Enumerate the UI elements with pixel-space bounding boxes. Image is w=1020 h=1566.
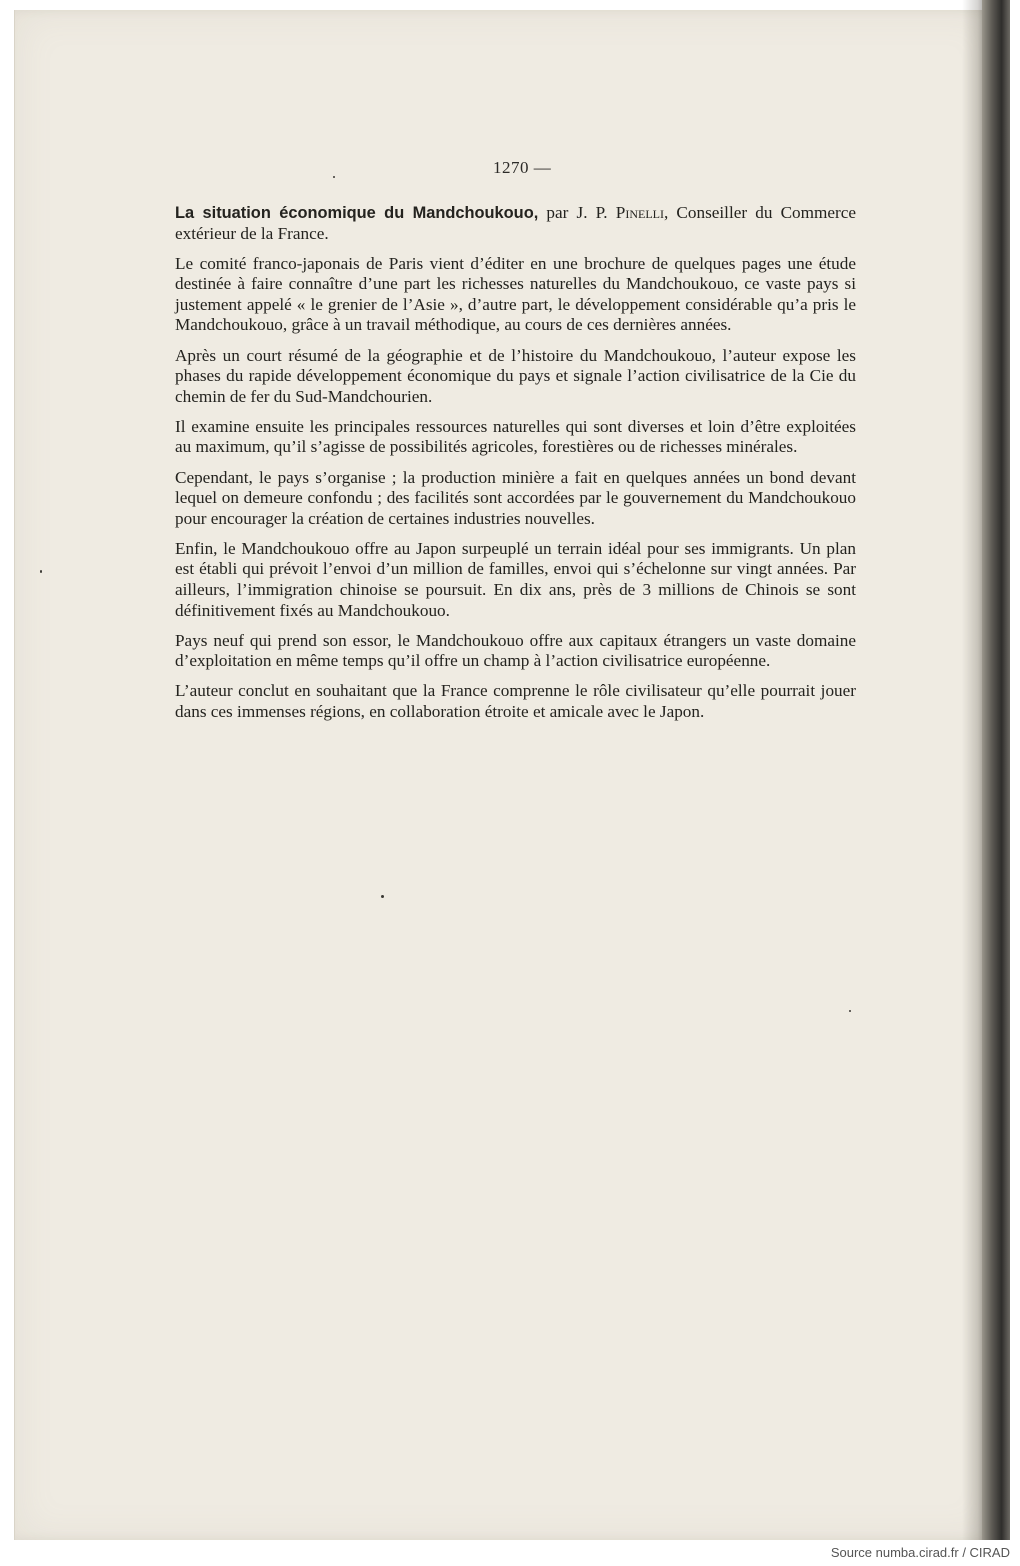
article-headline <box>175 203 856 244</box>
paragraph-1: Le comité franco-japonais de Paris vient d’éditer en une brochure de quelques pages une étude destinée à faire connaître d’une part les richesses naturelles du Mandchoukouo, ce vaste pays si justement appelé « le grenier de l’Asie », d’autre part, le développement considérable qu’a pris le Mandchoukouo, grâce à un travail méthodique, au cours de ces dernières années. <box>175 253 856 335</box>
page-number: 1270 — <box>493 158 552 177</box>
article-author: Pinelli <box>615 203 664 222</box>
article-title: La situation économique du Mandchoukouo, <box>175 204 539 222</box>
paragraph-2: Après un court résumé de la géographie et de l’histoire du Mandchoukouo, l’auteur expose les phases du rapide développement économique du pays et signale l’action civilisatrice de la Cie du chemin de fer du Sud-Mandchourien. <box>175 345 856 406</box>
book-binding-edge <box>982 0 1010 1540</box>
paper-speck <box>333 176 335 178</box>
paragraph-6: Pays neuf qui prend son essor, le Mandchoukouo offre aux capitaux étrangers un vaste domaine d’exploitation en même temps qu’il offre un champ à l’action civilisatrice européenne. <box>175 630 856 671</box>
paper-speck <box>381 895 384 898</box>
paragraph-4: Cependant, le pays s’organise ; la production minière a fait en quelques années un bond devant lequel on demeure confondu ; des facilités sont accordées par le gouvernement du Mandchoukouo pour encourager la création de certaines industries nouvelles. <box>175 467 856 528</box>
byline-prefix: par J. P. <box>538 203 616 222</box>
paper-speck <box>40 570 42 573</box>
paragraph-7: L’auteur conclut en souhaitant que la France comprenne le rôle civilisateur qu’elle pourrait jouer dans ces immenses régions, en collaboration étroite et amicale avec le Japon. <box>175 681 856 721</box>
byline-suffix: , Conseiller du Commerce extérieur de la France. <box>175 203 856 243</box>
paragraph-5: Enfin, le Mandchoukouo offre au Japon surpeuplé un terrain idéal pour ses immigrants. Un plan est établi qui prévoit l’envoi d’un million de familles, envoi qui s’échelonne sur vingt années. Par ailleurs, l’immigration chinoise se poursuit. En dix ans, près de 3 millions de Chinois se sont définitivement fixés au Mandchoukouo. <box>175 538 856 620</box>
source-credit: Source numba.cirad.fr / CIRAD <box>830 1545 1010 1560</box>
paper-speck <box>849 1010 851 1012</box>
article-body <box>175 203 856 732</box>
paragraph-3: Il examine ensuite les principales ressources naturelles qui sont diverses et loin d’être exploitées au maximum, qu’il s’agisse de possibilités agricoles, forestières ou de richesses minérales. <box>175 416 856 457</box>
